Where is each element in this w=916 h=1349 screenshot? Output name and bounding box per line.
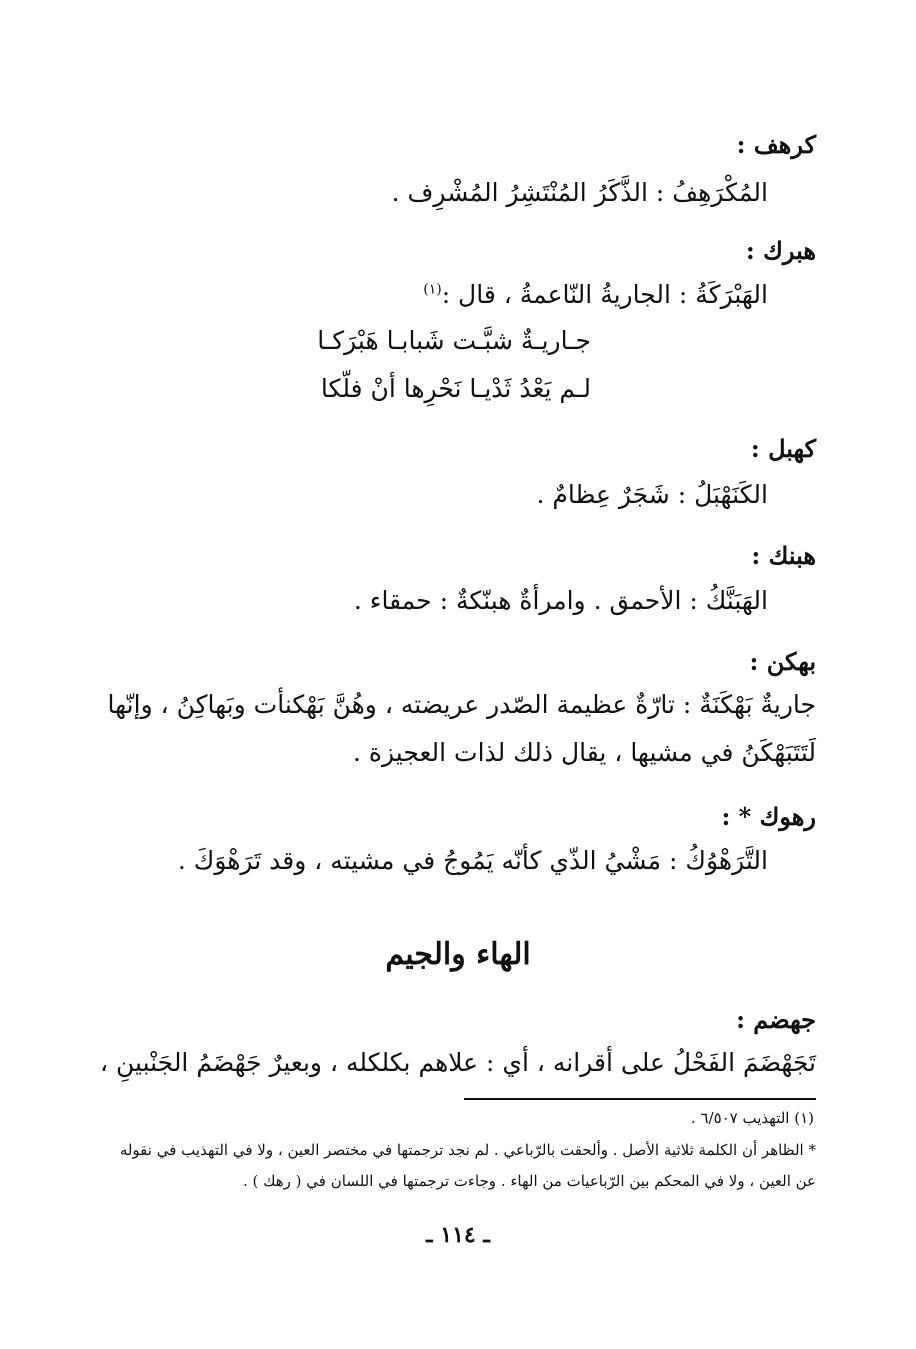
page-number: ـ ١١٤ ـ <box>426 1222 490 1248</box>
headword-habrak: هبرك : <box>745 236 816 265</box>
footnote-1: (١) التهذيب ٦/٥٠٧ . <box>690 1109 814 1127</box>
verse-line-2: لـم يَعْدُ ثَدْيـا نَحْرِها أنْ فلّكا <box>320 374 591 403</box>
headword-kurhuf: كرهف : <box>736 130 816 159</box>
footnote-2-line2: عن العين ، ولا في المحكم بين الرّباعيات من الهاء . وجاءت ترجمتها في اللسان في ( رهك ) . <box>242 1172 816 1190</box>
definition-jahdam: تَجَهْضَمَ الفَحْلُ على أقرانه ، أي : علاهم بكلكله ، وبعيرٌ جَهْضَمُ الجَنْبينِ ، <box>100 1048 816 1077</box>
headword-bahkan: بهكن : <box>749 647 816 676</box>
headword-kahbal: كهبل : <box>750 434 816 463</box>
definition-habnak: الهَبَنَّكُ : الأحمق . وامرأةٌ هبنّكةٌ : حمقاء . <box>353 586 768 615</box>
definition-kahbal: الكَنَهْبَلُ : شَجَرٌ عِظامٌ . <box>536 480 768 509</box>
definition-bahkan-line1: جاريةٌ بَهْكَنَةٌ : تارّةٌ عظيمة الصّدر عريضته ، وهُنَّ بَهْكنأت وبَهاكِنُ ، وإنّها <box>107 690 816 719</box>
headword-jahdam: جهضم : <box>736 1005 816 1034</box>
definition-bahkan-line2: لَتَتَبَهْكَنُ في مشيها ، يقال ذلك لذات العجيزة . <box>353 738 816 767</box>
definition-rahwak: التَّرَهْوُكُ : مَشْيُ الذّي كأنّه يَمُوجُ في مشيته ، وقد تَرَهْوَكَ . <box>177 846 768 875</box>
definition-habrak <box>423 280 768 309</box>
headword-rahwak: رهوك * : <box>721 802 816 831</box>
footnote-2-line1: * الظاهر أن الكلمة ثلاثية الأصل . وألحقت بالرّباعي . لم نجد ترجمتها في مختصر العين ، ولا في التهذيب في نقوله <box>119 1141 816 1159</box>
section-title: الهاء والجيم <box>385 937 531 972</box>
footnote-ref-1: (١) <box>423 281 442 298</box>
definition-kurhuf: المُكْرَهِفُ : الذَّكَرُ المُنْتَشِرُ المُشْرِف . <box>391 178 768 207</box>
definition-habrak-text: الهَبْرَكَةُ : الجاريةُ النّاعمةُ ، قال : <box>441 280 768 309</box>
headword-habnak: هبنك : <box>751 541 816 570</box>
footnote-divider <box>464 1098 816 1100</box>
verse-line-1: جـاريـةٌ شبَّـت شَبابـا هَبْرَكـا <box>317 326 591 355</box>
